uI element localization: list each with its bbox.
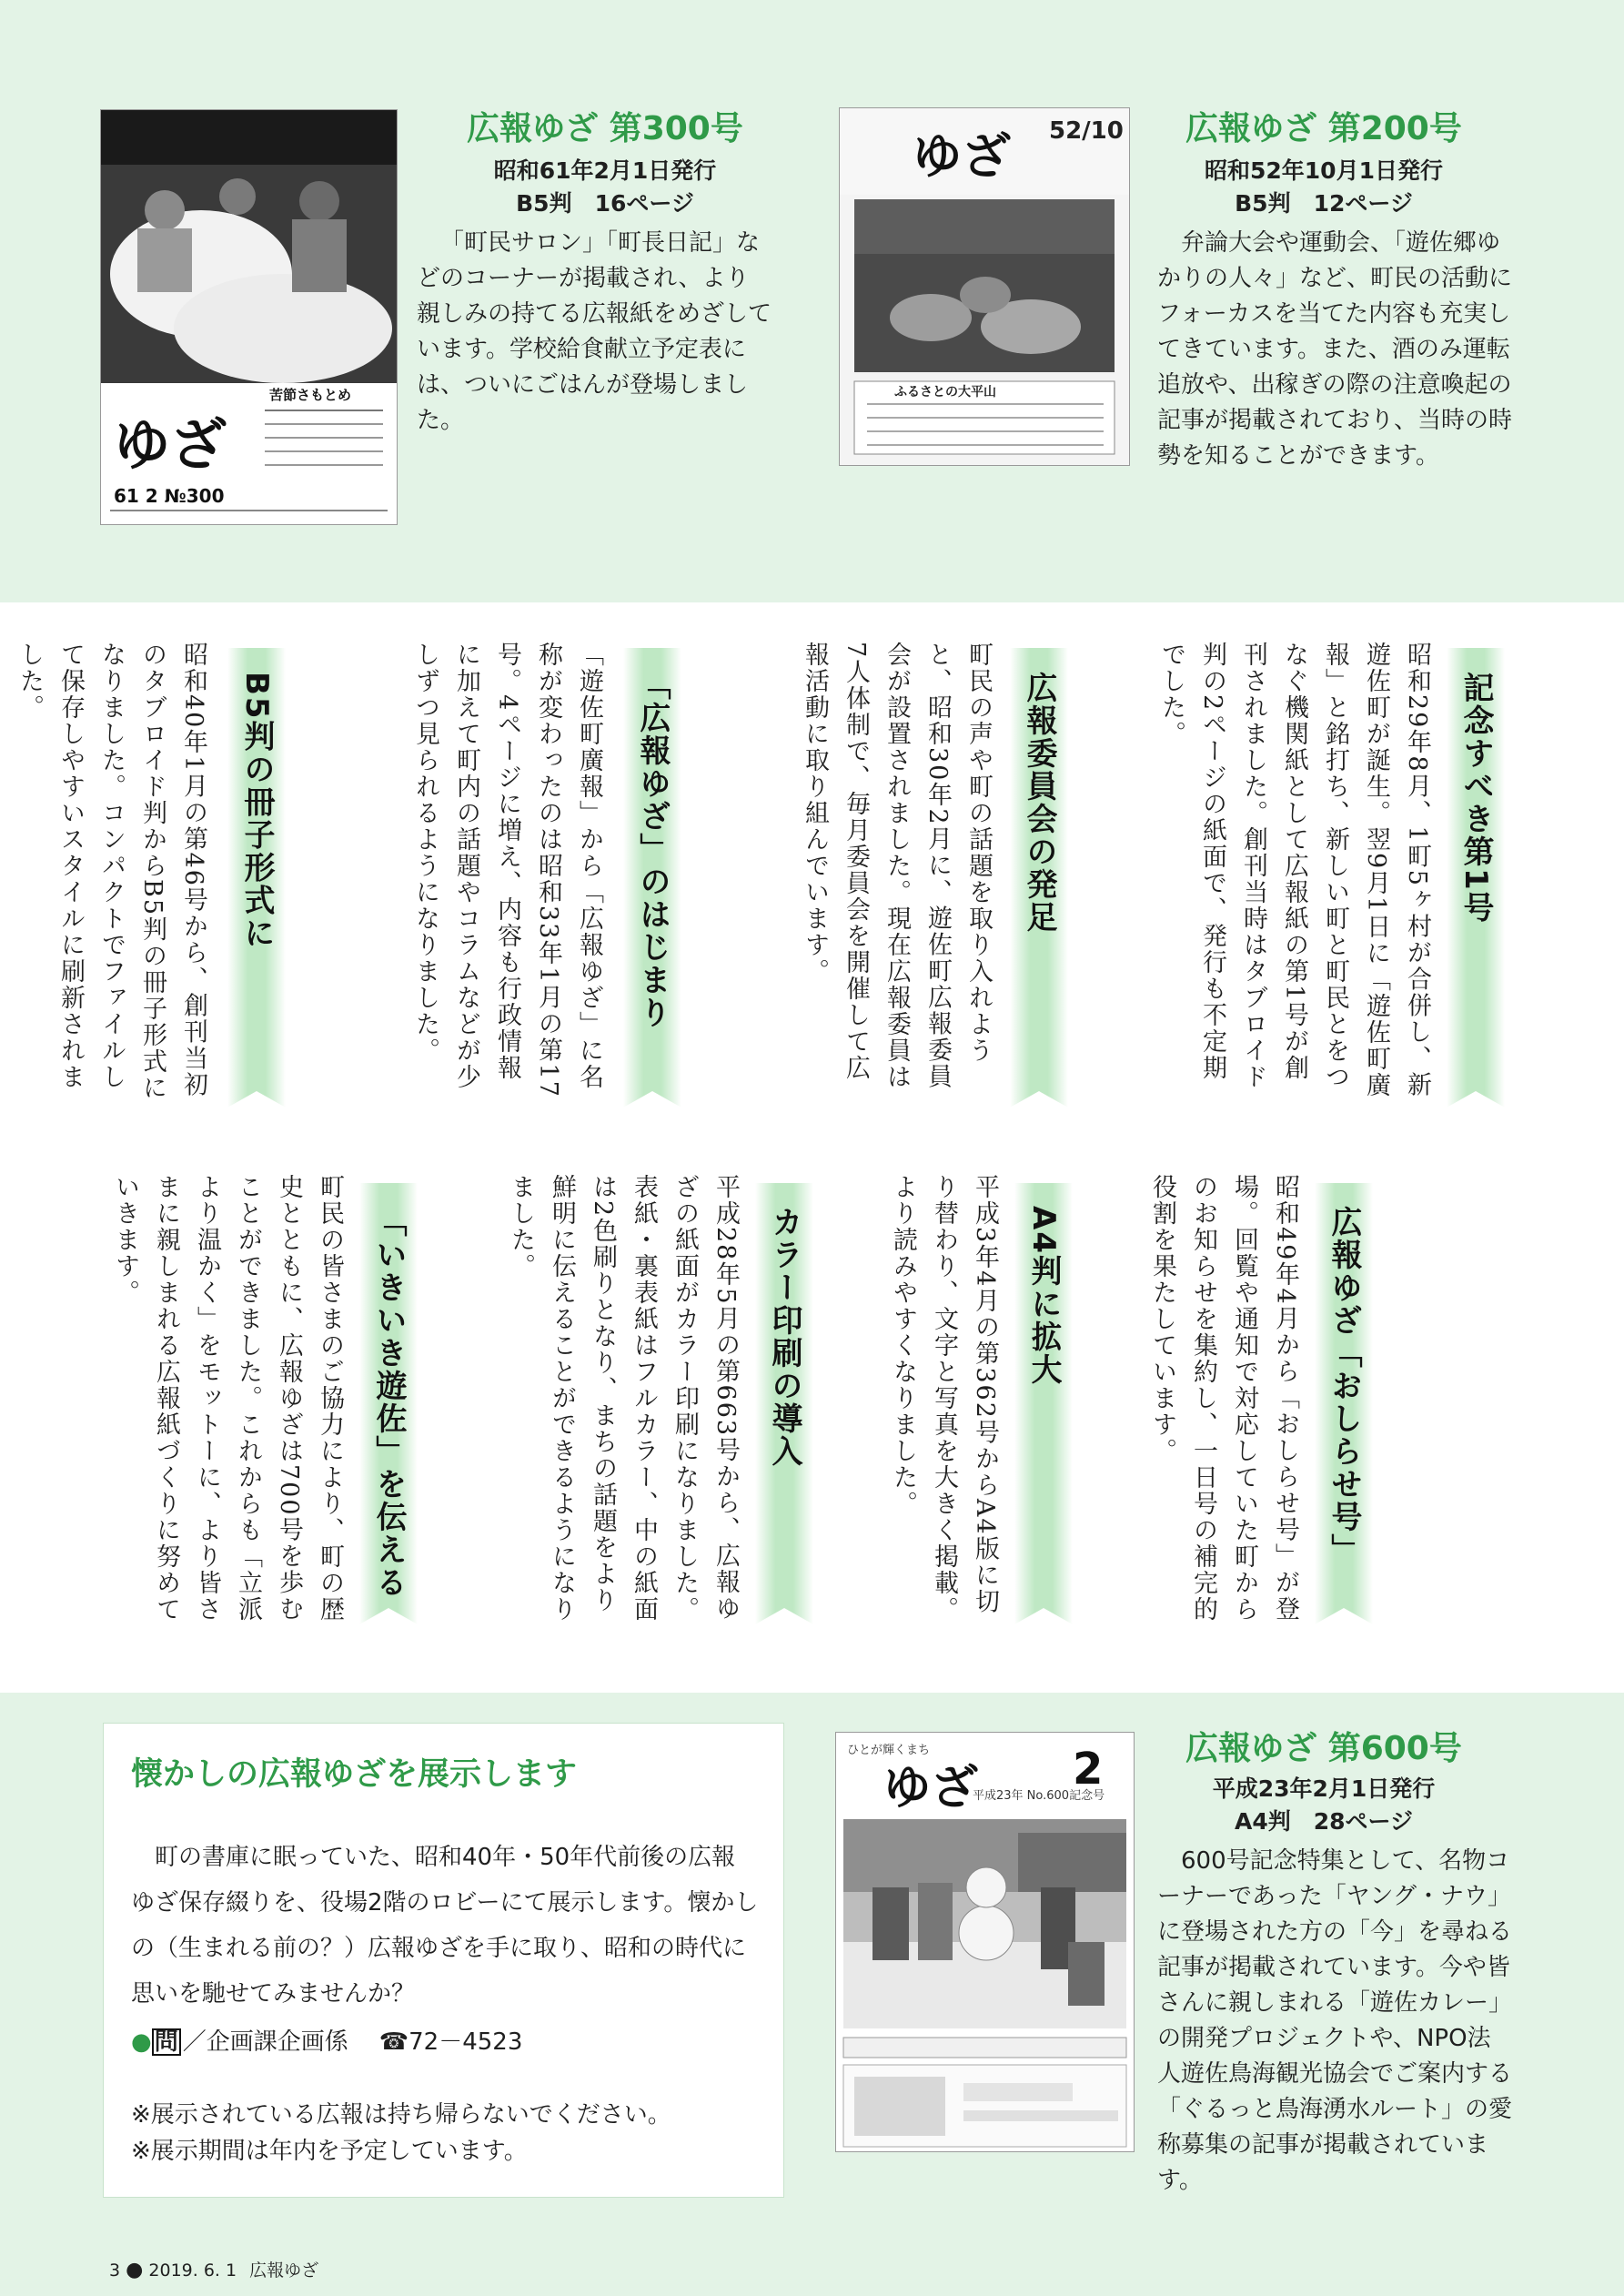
- cover-logo-300: ゆざ: [114, 411, 227, 478]
- footer-dot-icon: ●: [126, 2259, 144, 2281]
- section-4-body: 昭和40年1月の第46号から、創刊当初のタブロイド判からB5判の冊子形式になりました。コンパクトでファイルして保存しやすいスタイルに刷新されました。: [15, 642, 207, 1102]
- cover-image-300: [100, 109, 398, 525]
- exhibit-body: 町の書庫に眠っていた、昭和40年・50年代前後の広報ゆざ保存綴りを、役場2階のロビーにて展示します。懐かしの（生まれる前の？）広報ゆざを手に取り、昭和の時代に思いを馳せてみませんか？: [131, 1844, 759, 2008]
- ribbon-tail-section-5: [1315, 1588, 1373, 1624]
- issue-200-title: 広報ゆざ 第200号: [1185, 110, 1462, 147]
- cover-image-600: [835, 1732, 1135, 2152]
- contact-dot-icon: ●: [131, 2028, 152, 2056]
- cover-caption-300: 苦節さもとめ: [269, 387, 352, 403]
- contact-phone: ☎72－4523: [378, 2028, 523, 2056]
- section-2-body: 町民の声や町の話題を取り入れようと、昭和30年2月に、遊佐町広報委員会が設置されました。現在広報委員は7人体制で、毎月委員会を開催して広報活動に取り組んでいます。: [801, 642, 993, 1090]
- footer-page-number: 3: [109, 2261, 121, 2281]
- issue-600-format: A4判 28ページ: [1234, 1808, 1414, 1835]
- issue-300-format: B5判 16ページ: [516, 190, 694, 217]
- section-3-heading: 「広報ゆざ」のはじまり: [634, 669, 671, 1029]
- issue-200-body: 弁論大会や運動会、「遊佐郷ゆかりの人々」など、町民の活動にフォーカスを当てた内容も充実してきています。また、酒のみ運転追放や、出稼ぎの際の注意喚起の記事が掲載されており、当時の時勢を知ることができます。: [1157, 229, 1513, 470]
- exhibit-note-1: ※展示されている広報は持ち帰らないでください。: [131, 2101, 671, 2129]
- footer-publication: 広報ゆざ: [249, 2261, 319, 2281]
- section-4-heading: B5判の冊子形式に: [238, 672, 275, 950]
- issue-200-date: 昭和52年10月1日発行: [1205, 157, 1443, 184]
- section-1-body: 昭和29年8月、1町5ヶ村が合併し、新遊佐町が誕生。翌9月1日に「遊佐町廣報」と銘打ち、新しい町と町民とをつなぐ機関紙として広報紙の第1号が創刊されました。創刊当時はタブロイド判の2ページの紙面で、発行も不定期でした。: [1157, 642, 1431, 1099]
- ribbon-tail-section-2: [1010, 1071, 1068, 1108]
- issue-600-title: 広報ゆざ 第600号: [1185, 1730, 1462, 1767]
- exhibit-note-2: ※展示期間は年内を予定しています。: [131, 2138, 528, 2165]
- section-7-body: 平成28年5月の第663号から、広報ゆざの紙面がカラー印刷になりました。表紙・裏表紙はフルカラー、中の紙面は2色刷りとなり、まちの話題をより鮮明に伝えることができるようになりました。: [507, 1174, 740, 1623]
- issue-600-body: 600号記念特集として、名物コーナーであった「ヤング・ナウ」に登場された方の「今」を尋ねる記事が掲載されています。今や皆さんに親しまれる「遊佐カレー」の開発プロジェクトや、NPO法人遊佐鳥海観光協会でご案内する「ぐるっと鳥海湧水ルート」の愛称募集の記事が掲載されています。: [1157, 1847, 1513, 2194]
- contact-label: 問: [152, 2028, 181, 2056]
- issue-300-title: 広報ゆざ 第300号: [467, 110, 743, 147]
- section-6-heading: A4判に拡大: [1025, 1206, 1062, 1386]
- section-6-body: 平成3年4月の第362号からA4版に切り替わり、文字と写真を大きく掲載。より読みやすくなりました。: [889, 1174, 999, 1623]
- section-5-body: 昭和49年4月から「おしらせ号」が登場。回覧や通知で対応していた町からのお知らせを集約し、一日号の補完的役割を果たしています。: [1148, 1174, 1299, 1623]
- page-footer: [109, 2257, 318, 2281]
- ribbon-tail-section-1: [1447, 1071, 1505, 1108]
- section-5-heading: 広報ゆざ「おしらせ号」: [1326, 1206, 1362, 1566]
- cover-subtitle-600: 平成23年 No.600記念号: [973, 1789, 1105, 1803]
- exhibit-box: [103, 1723, 784, 2198]
- cover-image-200: [839, 107, 1130, 466]
- issue-300-date: 昭和61年2月1日発行: [493, 157, 717, 184]
- issue-200-format: B5判 12ページ: [1235, 190, 1413, 217]
- cover-caption-200: ふるさとの大平山: [894, 385, 996, 400]
- section-1-heading: 記念すべき第1号: [1458, 672, 1494, 925]
- cover-month-600: 2: [1073, 1744, 1104, 1795]
- exhibit-contact: [131, 2024, 522, 2060]
- section-7-heading: カラー印刷の導入: [766, 1206, 802, 1468]
- cover-logo-200: ゆざ: [913, 127, 1011, 185]
- section-8-body: 町民の皆さまのご協力により、町の歴史とともに、広報ゆざは700号を歩むことができました。これからも「立派より温かく」をモットーに、より皆さまに親しまれる広報紙づくりに努めていきます。: [111, 1174, 344, 1623]
- section-2-heading: 広報委員会の発足: [1021, 672, 1057, 934]
- ribbon-tail-section-6: [1014, 1588, 1073, 1624]
- ribbon-tail-section-4: [227, 1071, 286, 1108]
- cover-logo-600: ゆざ: [883, 1761, 979, 1816]
- footer-date: 2019. 6. 1: [148, 2261, 237, 2281]
- cover-tagline-600: ひとが輝くまち: [847, 1744, 931, 1757]
- issue-300-body: 「町民サロン」「町長日記」などのコーナーが掲載され、より親しみの持てる広報紙をめざしています。学校給食献立予定表には、ついにごはんが登場しました。: [417, 229, 772, 434]
- contact-dept: ／企画課企画係: [182, 2028, 348, 2056]
- section-8-heading: 「いきいき遊佐」を伝える: [370, 1206, 407, 1599]
- cover-issue-no-200: 52/10: [1049, 117, 1124, 145]
- ribbon-tail-section-3: [623, 1071, 681, 1108]
- ribbon-tail-section-7: [755, 1588, 813, 1624]
- cover-issue-no-300: 61 2 №300: [114, 485, 225, 507]
- exhibit-title: 懐かしの広報ゆざを展示します: [131, 1756, 578, 1793]
- issue-600-date: 平成23年2月1日発行: [1212, 1775, 1436, 1802]
- section-3-body: 「遊佐町廣報」から「広報ゆざ」に名称が変わったのは昭和33年1月の第17号。4ページに増え、内容も行政情報に加えて町内の話題やコラムなどが少しずつ見られるようになりました。: [411, 642, 603, 1098]
